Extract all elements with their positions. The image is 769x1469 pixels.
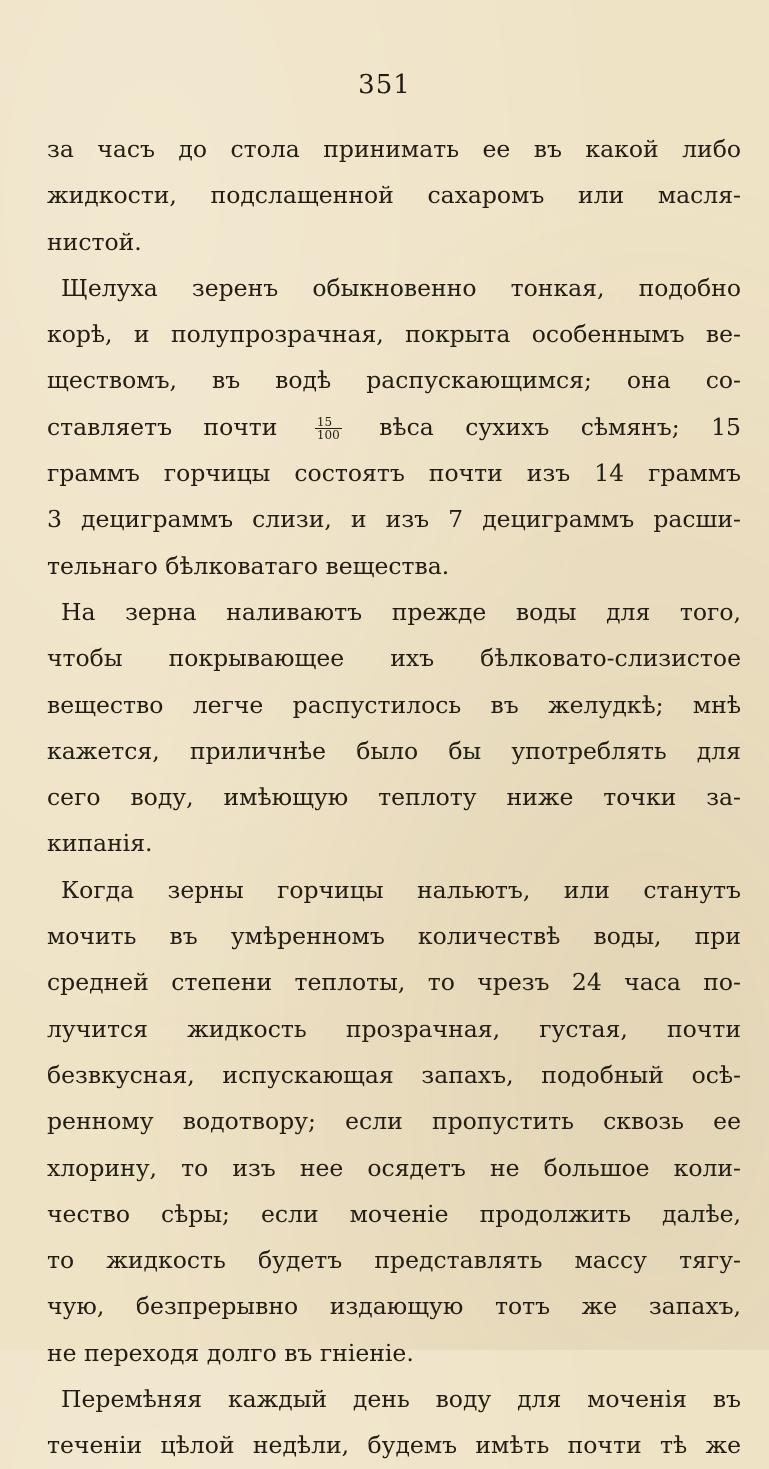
- text-line: чество сѣры; если моченіе продолжить далѣе,: [47, 1199, 741, 1228]
- fraction-numerator: 15: [315, 416, 342, 429]
- fraction-denominator: 100: [316, 427, 340, 442]
- text-line: безвкусная, испускающая запахъ, подобный осѣ-: [47, 1060, 741, 1089]
- text-line: хлорину, то изъ нее осядетъ не большое коли-: [47, 1153, 741, 1182]
- text-line: тельнаго бѣлковатаго вещества.: [47, 551, 450, 580]
- text-line: жидкости, подслащенной сахаромъ или масля-: [47, 181, 741, 210]
- text-line: вещество легче распустилось въ желудкѣ; мнѣ: [47, 690, 741, 719]
- text-line: теченіи цѣлой недѣли, будемъ имѣть почти тѣ же: [47, 1431, 741, 1460]
- text-line: Перемѣняя каждый день воду для моченія въ: [61, 1385, 741, 1414]
- text-line: сего воду, имѣющую теплоту ниже точки за-: [47, 783, 741, 812]
- text-segment: вѣса сухихъ сѣмянъ; 15: [379, 412, 741, 441]
- text-line: мочить въ умѣренномъ количествѣ воды, при: [47, 922, 741, 951]
- text-line: средней степени теплоты, то чрезъ 24 часа по-: [47, 968, 741, 997]
- text-line: не переходя долго въ гніеніе.: [47, 1338, 414, 1367]
- fraction: [315, 416, 342, 441]
- text-line: граммъ горчицы состоятъ почти изъ 14 граммъ: [47, 459, 741, 488]
- text-line: Когда зерны горчицы нальютъ, или станутъ: [61, 875, 741, 904]
- text-line: кипанія.: [47, 829, 153, 858]
- text-line: лучится жидкость прозрачная, густая, почти: [47, 1014, 741, 1043]
- text-line: то жидкость будетъ представлять массу тягу-: [47, 1246, 741, 1275]
- text-line: чую, безпрерывно издающую тотъ же запахъ,: [47, 1292, 741, 1321]
- text-line: 3 дециграммъ слизи, и изъ 7 дециграммъ расши-: [47, 505, 741, 534]
- text-line: ществомъ, въ водѣ распускающимся; она со-: [47, 366, 741, 395]
- text-line: [47, 404, 741, 450]
- text-line: за часъ до стола принимать ее въ какой либо: [47, 135, 741, 163]
- page-number: 351: [358, 70, 411, 100]
- text-line: ренному водотвору; если пропустить сквозь ее: [47, 1107, 741, 1136]
- text-line: Щелуха зеренъ обыкновенно тонкая, подобно: [61, 273, 741, 302]
- text-line: нистой.: [47, 227, 142, 256]
- text-line: корѣ, и полупрозрачная, покрыта особеннымъ ве-: [47, 320, 741, 349]
- text-line: На зерна наливаютъ прежде воды для того,: [61, 597, 741, 626]
- body-text: [47, 126, 741, 1469]
- text-segment: ставляетъ почти: [47, 412, 278, 441]
- text-line: кажется, приличнѣе было бы употреблять для: [47, 736, 741, 765]
- text-line: чтобы покрывающее ихъ бѣлковато-слизистое: [47, 644, 741, 673]
